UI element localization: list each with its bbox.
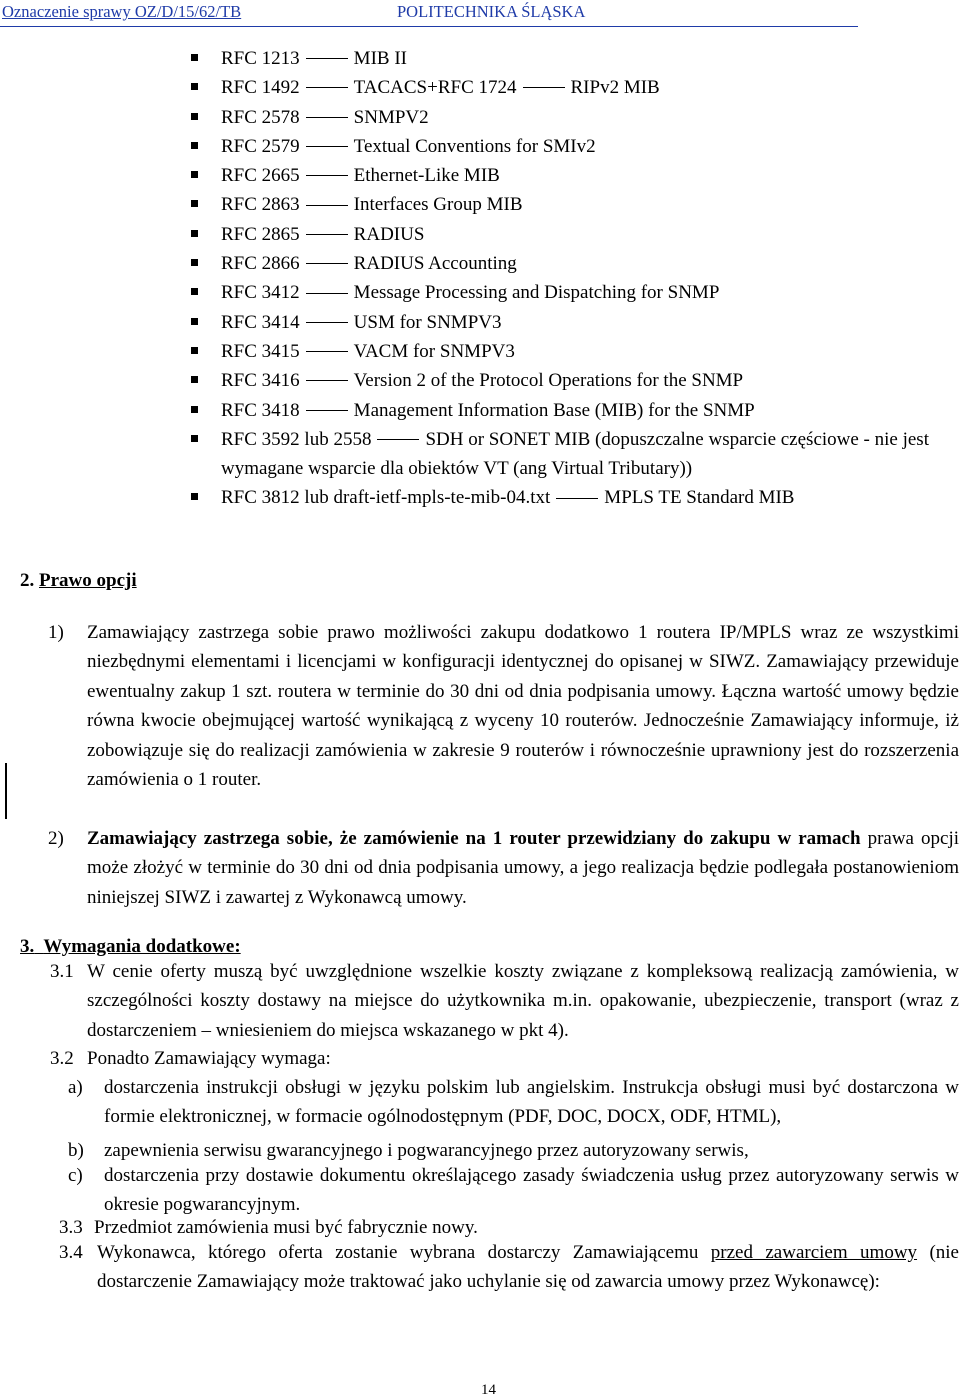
em-dash-rule bbox=[306, 146, 348, 147]
square-bullet-icon bbox=[191, 54, 198, 61]
square-bullet-icon bbox=[191, 171, 198, 178]
rfc-name: RADIUS bbox=[353, 223, 425, 245]
clause-number: 3.4 bbox=[59, 1242, 83, 1263]
rfc-name: VACM for SNMPV3 bbox=[353, 340, 515, 362]
em-dash-rule bbox=[306, 175, 348, 176]
em-dash-rule bbox=[306, 351, 348, 352]
rfc-code: RFC 3812 lub draft-ietf-mpls-te-mib-04.txt bbox=[221, 487, 551, 509]
rfc-name: Version 2 of the Protocol Operations for the SNMP bbox=[353, 370, 744, 392]
square-bullet-icon bbox=[191, 288, 198, 295]
rfc-code: RFC 2866 bbox=[221, 253, 300, 275]
page-number: 14 bbox=[481, 1382, 496, 1398]
requirement-c: dostarczenia przy dostawie dokumentu określającego zasady świadczenia usług przez autoryzowany serwis w okresie pogwarancyjnym. bbox=[104, 1165, 959, 1216]
list-item bbox=[191, 308, 951, 337]
list-item bbox=[191, 73, 951, 102]
rfc-code: RFC 2578 bbox=[221, 106, 300, 128]
sub-letter: c) bbox=[68, 1165, 83, 1186]
option-paragraph-1: Zamawiający zastrzega sobie prawo możliwości zakupu dodatkowo 1 routera IP/MPLS wraz ze wszystkimi niezbędnymi elementami i licencjami w konfiguracji identycznej do opisanej w SIWZ. Zamawiający przewiduje ewentualny zakup 1 szt. routera w terminie do 30 dni od dnia podpisania umowy. Łączna wartość umowy będzie równa kwocie obejmującej wartość wynikającą z wyceny 10 routerów. Jednocześnie Zamawiający informuje, iż zobowiązuje się do realizacji zamówienia w zakresie 9 routerów i równocześnie uprawniony jest do rozszerzenia zamówienia o 1 router. bbox=[87, 622, 959, 791]
rfc-name: Textual Conventions for SMIv2 bbox=[353, 135, 596, 157]
clause-3-2: Ponadto Zamawiający wymaga: bbox=[87, 1048, 331, 1069]
square-bullet-icon bbox=[191, 83, 198, 90]
list-item bbox=[191, 337, 951, 366]
list-item bbox=[191, 396, 951, 425]
institution-name: POLITECHNIKA ŚLĄSKA bbox=[397, 2, 586, 21]
em-dash-rule bbox=[306, 293, 348, 294]
list-item bbox=[191, 483, 951, 512]
rfc-name-2: RIPv2 MIB bbox=[570, 77, 660, 99]
em-dash-rule bbox=[306, 87, 348, 88]
rfc-name: SDH or SONET MIB (dopuszczalne wsparcie częściowe - nie jest wymagane wsparcie dla obiektów VT (ang Virtual Tributary)) bbox=[221, 428, 929, 480]
clause-3-3: Przedmiot zamówienia musi być fabrycznie nowy. bbox=[94, 1217, 478, 1238]
em-dash-rule bbox=[377, 439, 419, 440]
list-item bbox=[191, 103, 951, 132]
square-bullet-icon bbox=[191, 230, 198, 237]
rfc-code: RFC 2665 bbox=[221, 165, 300, 187]
sub-letter: b) bbox=[68, 1140, 84, 1161]
square-bullet-icon bbox=[191, 376, 198, 383]
list-item bbox=[191, 44, 951, 73]
rfc-list bbox=[191, 44, 951, 513]
sub-letter: a) bbox=[68, 1077, 83, 1098]
square-bullet-icon bbox=[191, 347, 198, 354]
em-dash-rule bbox=[306, 234, 348, 235]
clause-number: 3.3 bbox=[59, 1217, 83, 1238]
list-item bbox=[191, 366, 951, 395]
section-3-heading: 3. Wymagania dodatkowe: bbox=[20, 936, 241, 957]
em-dash-rule bbox=[306, 410, 348, 411]
page-header bbox=[0, 0, 858, 27]
rfc-code: RFC 3416 bbox=[221, 370, 300, 392]
list-item bbox=[191, 132, 951, 161]
rfc-code: RFC 2579 bbox=[221, 135, 300, 157]
rfc-name: Message Processing and Dispatching for SNMP bbox=[353, 282, 720, 304]
square-bullet-icon bbox=[191, 406, 198, 413]
square-bullet-icon bbox=[191, 259, 198, 266]
square-bullet-icon bbox=[191, 142, 198, 149]
square-bullet-icon bbox=[191, 318, 198, 325]
list-number: 2) bbox=[48, 828, 64, 849]
rfc-name: MPLS TE Standard MIB bbox=[604, 487, 795, 509]
list-item bbox=[191, 278, 951, 307]
em-dash-rule bbox=[306, 263, 348, 264]
list-item bbox=[191, 249, 951, 278]
clause-number: 3.2 bbox=[50, 1048, 74, 1069]
list-number: 1) bbox=[48, 622, 64, 643]
rfc-name: USM for SNMPV3 bbox=[353, 311, 502, 333]
list-item bbox=[191, 190, 951, 219]
em-dash-rule bbox=[306, 58, 348, 59]
em-dash-rule bbox=[306, 380, 348, 381]
requirement-b: zapewnienia serwisu gwarancyjnego i pogwarancyjnego przez autoryzowany serwis, bbox=[104, 1140, 749, 1161]
clause-3-1: W cenie oferty muszą być uwzględnione wszelkie koszty związane z kompleksową realizacją zamówienia, w szczególności koszty dostawy na miejsce do użytkownika m.in. opakowanie, ubezpieczenie, transport (wraz z dostarczeniem – wniesieniem do miejsca wskazanego w pkt 4). bbox=[87, 961, 959, 1041]
rfc-code: RFC 3418 bbox=[221, 399, 300, 421]
rfc-code: RFC 2865 bbox=[221, 223, 300, 245]
em-dash-rule bbox=[306, 322, 348, 323]
clause-3-4: Wykonawca, którego oferta zostanie wybrana dostarczy Zamawiającemu przed zawarciem umowy (nie dostarczenie Zamawiający może traktować jako uchylanie się od zawarcia umowy przez Wykonawcę): bbox=[97, 1242, 959, 1293]
requirement-a: dostarczenia instrukcji obsługi w języku polskim lub angielskim. Instrukcja obsługi musi być dostarczona w formie elektronicznej, w formacie ogólnodostępnym (PDF, DOC, DOCX, ODF, HTML), bbox=[104, 1077, 959, 1128]
list-item bbox=[191, 161, 951, 190]
rfc-code: RFC 3592 lub 2558 bbox=[221, 428, 372, 450]
square-bullet-icon bbox=[191, 493, 198, 500]
option-paragraph-2: Zamawiający zastrzega sobie, że zamówienie na 1 router przewidziany do zakupu w ramach prawa opcji może złożyć w terminie do 30 dni od dnia podpisania umowy, a jego realizacja będzie podlegała postanowieniom niniejszej SIWZ i zawartej z Wykonawcą umowy. bbox=[87, 828, 960, 908]
rfc-code: RFC 1492 bbox=[221, 77, 300, 99]
rfc-code: RFC 3412 bbox=[221, 282, 300, 304]
rfc-code: RFC 2863 bbox=[221, 194, 300, 216]
rfc-name: SNMPV2 bbox=[353, 106, 429, 128]
em-dash-rule bbox=[306, 117, 348, 118]
section-2-heading: 2. Prawo opcji bbox=[20, 570, 137, 591]
em-dash-rule bbox=[556, 498, 598, 499]
rfc-name: RADIUS Accounting bbox=[353, 253, 517, 275]
rfc-code: RFC 1213 bbox=[221, 48, 300, 69]
rfc-name: MIB II bbox=[353, 48, 407, 69]
square-bullet-icon bbox=[191, 435, 198, 442]
list-item bbox=[191, 425, 951, 484]
square-bullet-icon bbox=[191, 113, 198, 120]
change-bar bbox=[5, 763, 7, 819]
rfc-name: Interfaces Group MIB bbox=[353, 194, 523, 216]
list-item bbox=[191, 220, 951, 249]
rfc-name: Management Information Base (MIB) for the SNMP bbox=[353, 399, 755, 421]
rfc-code: RFC 3414 bbox=[221, 311, 300, 333]
square-bullet-icon bbox=[191, 200, 198, 207]
case-reference: Oznaczenie sprawy OZ/D/15/62/TB bbox=[2, 2, 242, 21]
em-dash-rule bbox=[306, 205, 348, 206]
rfc-name: Ethernet-Like MIB bbox=[353, 165, 500, 187]
rfc-code: RFC 3415 bbox=[221, 340, 300, 362]
clause-number: 3.1 bbox=[50, 961, 74, 982]
em-dash-rule bbox=[523, 87, 565, 88]
rfc-name: TACACS+RFC 1724 bbox=[353, 77, 517, 99]
